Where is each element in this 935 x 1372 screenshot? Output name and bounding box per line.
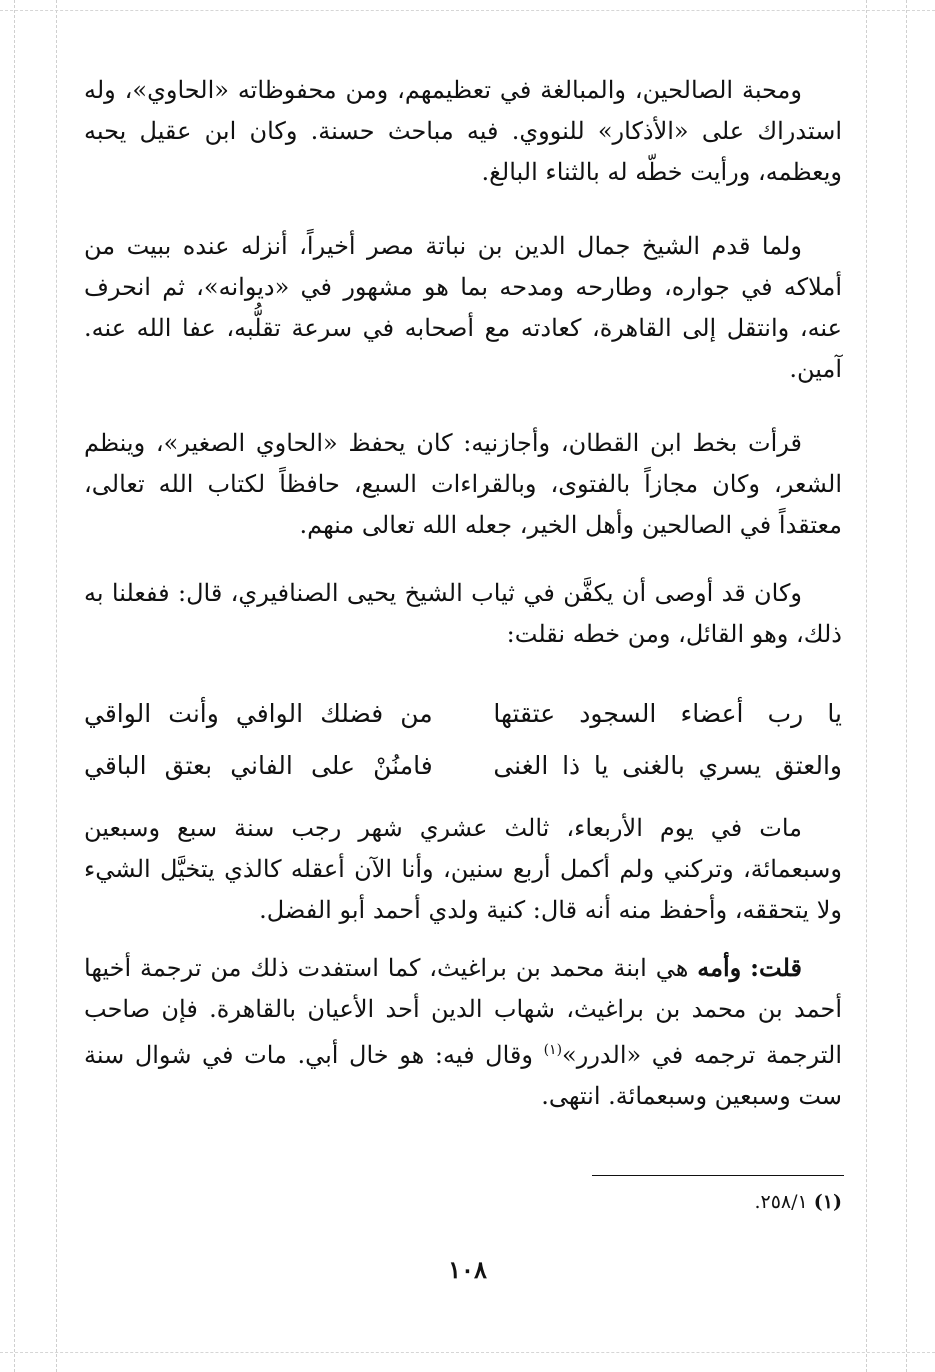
qultu-lead: قلت:: [750, 953, 802, 982]
guide-line: [0, 1352, 935, 1353]
footnote-marker: (١): [813, 1191, 842, 1213]
poem-verse: [84, 740, 842, 792]
verse-second-hemistich: من فضلك الوافي وأنت الواقي: [84, 699, 433, 728]
paragraph-6-text-a: هي ابنة محمد بن براغيث، كما استفدت ذلك من ترجمة أخيها أحمد بن محمد بن براغيث، شهاب الدين أحد الأعيان بالقاهرة. فإن صاحب الترجمة ترجمه في «الدرر»: [84, 954, 842, 1069]
page-body: [84, 70, 842, 1117]
paragraph-5: مات في يوم الأربعاء، ثالث عشري شهر رجب سنة سبع وسبعين وسبعمائة، وتركني ولم أكمل أربع سنين، وأنا الآن أعقله كالذي يتخيَّل الشيء ولا يتحققه، وأحفظ منه أنه قال: كنية ولدي أحمد أبو الفضل.: [84, 814, 842, 924]
guide-line: [56, 0, 57, 1372]
guide-line: [14, 0, 15, 1372]
footnote-separator: [592, 1175, 844, 1176]
footnote: [84, 1188, 842, 1216]
paragraph-4: وكان قد أوصى أن يكفَّن في ثياب الشيخ يحيى الصنافيري، قال: ففعلنا به ذلك، وهو القائل، ومن خطه نقلت:: [84, 579, 842, 648]
footnote-reference: (١): [543, 1042, 563, 1058]
verse-second-hemistich: فامنُنْ على الفاني بعتق الباقي: [84, 751, 433, 780]
paragraph-3: قرأت بخط ابن القطان، وأجازنيه: كان يحفظ «الحاوي الصغير»، وينظم الشعر، وكان مجازاً بالفتوى، وبالقراءات السبع، حافظاً لكتاب الله تعالى، معتقداً في الصالحين وأهل الخير، جعله الله تعالى منهم.: [84, 429, 842, 539]
verse-first-hemistich: يا رب أعضاء السجود عتقتها: [493, 699, 842, 728]
page-number: ١٠٨: [448, 1255, 487, 1284]
bold-phrase: وأمه: [697, 953, 742, 982]
paragraph-1: ومحبة الصالحين، والمبالغة في تعظيمهم، ومن محفوظاته «الحاوي»، وله استدراك على «الأذكار» للنووي. فيه مباحث حسنة. وكان ابن عقيل يحبه ويعظمه، ورأيت خطّه له بالثناء البالغ.: [84, 76, 842, 186]
guide-line: [866, 0, 867, 1372]
verse-first-hemistich: والعتق يسري بالغنى يا ذا الغنى: [493, 751, 842, 780]
paragraph-2: ولما قدم الشيخ جمال الدين بن نباتة مصر أخيراً، أنزله عنده ببيت من أملاكه في جواره، وطارحه ومدحه بما هو مشهور في «ديوانه»، ثم انحرف عنه، وانتقل إلى القاهرة، كعادته مع أصحابه في سرعة تقلُّبه، عفا الله عنه. آمين.: [84, 232, 842, 383]
poem-verse: [84, 688, 842, 740]
guide-line: [906, 0, 907, 1372]
guide-line: [0, 10, 935, 11]
paragraph-6: [84, 947, 842, 1117]
poem: [84, 688, 842, 792]
paragraph-6-text-b: وقال فيه: هو خال أبي. مات في شوال سنة ست وسبعين وسبعمائة. انتهى.: [84, 1041, 842, 1110]
footnote-text: ٢٥٨/١.: [754, 1191, 808, 1213]
